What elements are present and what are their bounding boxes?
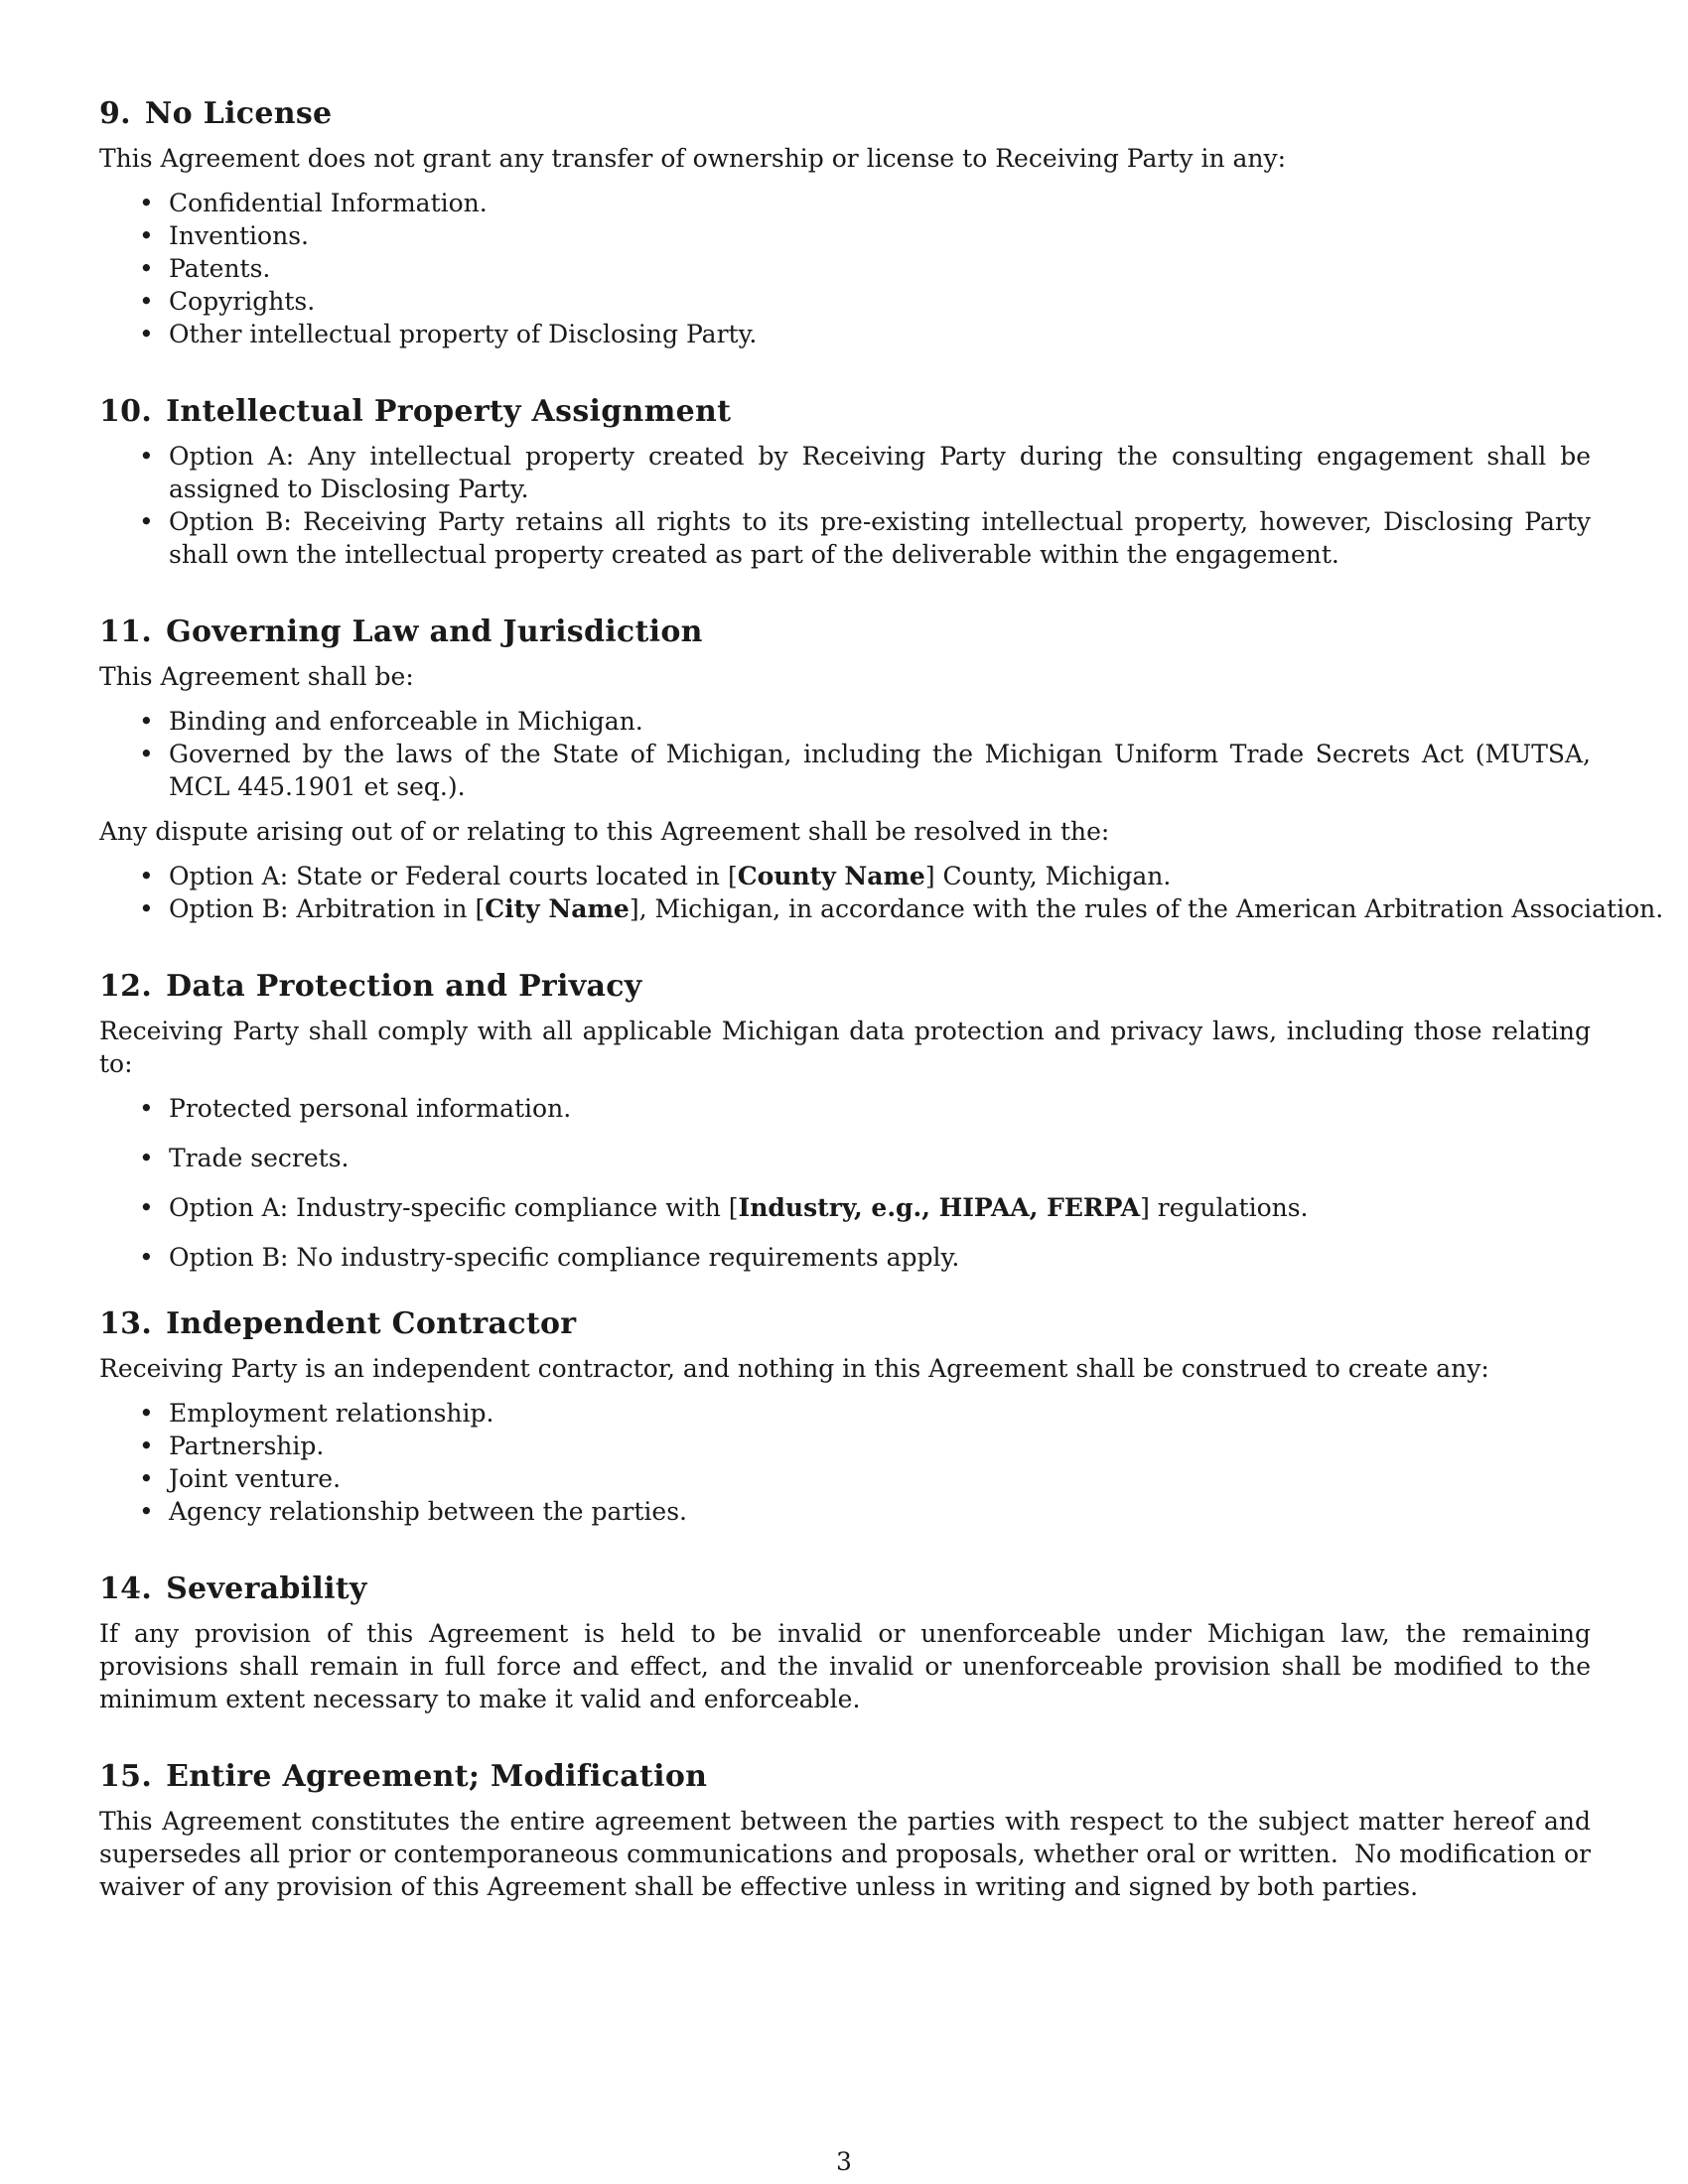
section-number: 13. [99,1306,153,1341]
list-item: • Copyrights. [99,285,1591,318]
section-title: No License [144,96,333,131]
list-item: • Protected personal information. [99,1092,1591,1125]
bullet-list [99,860,1664,925]
list-item: • Other intellectual property of Disclosing Party. [99,318,1591,350]
section-title: Severability [166,1571,367,1606]
section-body: This Agreement constitutes the entire agreement between the parties with respect to the subject matter hereof and supersedes all prior or contemporaneous communications and proposals, whether oral or written. No modification or waiver of any provision of this Agreement shall be effective unless in writing and signed by both parties. [99,1807,1599,1901]
section-heading [99,1757,1591,1797]
option-text: Option A: State or Federal courts located in [ [169,862,738,890]
bullet-list [99,705,1591,803]
list-item-option-a [99,860,1591,892]
page-number: 3 [836,2147,852,2176]
list-item: • Trade secrets. [99,1142,1591,1174]
section-number: 9. [99,96,131,131]
list-item: • Patents. [99,252,1591,285]
list-item: • Governed by the laws of the State of Michigan, including the Michigan Uniform Trade Secrets Act (MUTSA, MCL 445.1901 et seq.). [99,738,1591,803]
option-text: ] County, Michigan. [924,862,1172,890]
section-heading [99,1570,1591,1609]
section-intro: Receiving Party is an independent contractor, and nothing in this Agreement shall be construed to create any: [99,1354,1489,1383]
section-heading [99,613,1591,652]
section-9-no-license [99,94,1591,350]
list-item-option-b: • Option B: No industry-specific compliance requirements apply. [99,1241,1591,1274]
option-text: ], Michigan, in accordance with the rules of the American Arbitration Association. [629,894,1664,923]
section-15-entire-agreement [99,1757,1599,1903]
section-number: 11. [99,614,153,649]
section-12-data-protection [99,967,1591,1274]
section-number: 12. [99,969,153,1004]
bullet-list [99,440,1591,571]
section-10-ip-assignment [99,392,1591,571]
section-11-governing-law [99,613,1664,925]
list-item: • Partnership. [99,1430,1591,1462]
section-number: 15. [99,1759,153,1794]
list-item: • Option A: Any intellectual property created by Receiving Party during the consulting engagement shall be assigned to Disclosing Party. [99,440,1591,505]
section-number: 10. [99,394,153,429]
list-item: • Option B: Receiving Party retains all rights to its pre-existing intellectual property, however, Disclosing Party shall own the intellectual property created as part of the deliverable within the engagement. [99,505,1591,571]
section-title: Intellectual Property Assignment [166,394,732,429]
placeholder-county-name: County Name [737,862,925,890]
list-item: • Inventions. [99,219,1591,252]
section-intro: Receiving Party shall comply with all applicable Michigan data protection and privacy laws, including those relating to: [99,1017,1591,1078]
section-14-severability [99,1570,1591,1715]
section-intro: This Agreement shall be: [99,662,414,691]
option-text: Option B: Arbitration in [ [169,894,486,923]
list-item: • Confidential Information. [99,187,1591,219]
section-body: If any provision of this Agreement is held to be invalid or unenforceable under Michigan law, the remaining provisions shall remain in full force and effect, and the invalid or unenforceable provision shall be modified to the minimum extent necessary to make it valid and enforceable. [99,1619,1591,1713]
section-heading [99,94,1591,134]
section-title: Data Protection and Privacy [166,969,642,1004]
list-item: • Joint venture. [99,1462,1591,1495]
section-number: 14. [99,1571,153,1606]
section-13-independent-contractor [99,1304,1591,1528]
list-item: • Agency relationship between the parties. [99,1495,1591,1528]
list-item-option-a [99,1191,1591,1224]
option-text: Option A: Industry-specific compliance with [ [169,1193,739,1222]
option-text: ] regulations. [1140,1193,1309,1222]
section-intro: This Agreement does not grant any transfer of ownership or license to Receiving Party in any: [99,144,1287,173]
bullet-list [99,1397,1591,1528]
bullet-list [99,1092,1591,1274]
section-heading [99,1304,1591,1344]
list-item-option-b [99,892,1664,925]
section-title: Entire Agreement; Modification [166,1759,708,1794]
section-title: Governing Law and Jurisdiction [166,614,703,649]
section-heading [99,392,1591,432]
list-item: • Employment relationship. [99,1397,1591,1430]
bullet-list [99,187,1591,350]
placeholder-industry: Industry, e.g., HIPAA, FERPA [738,1193,1141,1222]
dispute-intro: Any dispute arising out of or relating to this Agreement shall be resolved in the: [99,817,1110,846]
section-heading [99,967,1591,1007]
document-page [99,94,1664,1915]
list-item: • Binding and enforceable in Michigan. [99,705,1591,738]
section-title: Independent Contractor [166,1306,577,1341]
placeholder-city-name: City Name [485,894,630,923]
